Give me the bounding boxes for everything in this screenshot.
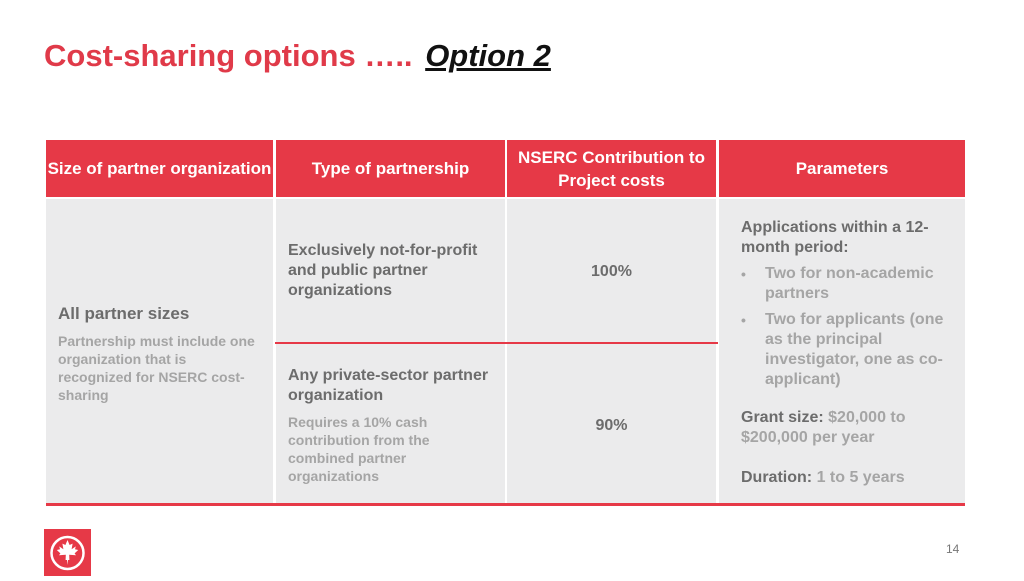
duration <box>741 468 955 488</box>
table-bottom-border <box>46 503 965 506</box>
header-type: Type of partnership <box>276 140 505 197</box>
header-size: Size of partner organization <box>46 140 273 197</box>
duration-label: Duration: <box>741 469 813 486</box>
cost-sharing-table <box>46 140 965 506</box>
title-option: Option 2 <box>425 38 551 73</box>
row-divider <box>275 342 718 344</box>
page-number: 14 <box>946 542 960 556</box>
header-contribution: NSERC Contribution to Project costs <box>507 140 716 197</box>
row2-note: Requires a 10% cash contribution from the combined partner organizations <box>288 414 430 484</box>
page-title <box>44 38 551 74</box>
parameters-block <box>741 218 955 390</box>
list-item: • Two for non-academic partners <box>741 265 934 302</box>
bullet-icon: • <box>741 312 746 328</box>
maple-leaf-icon <box>44 529 91 576</box>
title-main: Cost-sharing options ….. <box>44 38 413 73</box>
grant-label: Grant size: <box>741 409 824 426</box>
list-item: • Two for applicants (one as the principal investigator, one as co-applicant) <box>741 311 944 388</box>
size-heading: All partner sizes <box>58 304 190 323</box>
logo <box>44 529 91 576</box>
parameters-bullets <box>741 264 955 390</box>
row2-type: Any private-sector partner organization <box>288 367 489 404</box>
col-contribution-cell <box>507 199 716 503</box>
size-note: Partnership must include one organization that is recognized for NSERC cost-sharing <box>58 333 255 403</box>
duration-value: 1 to 5 years <box>816 469 905 486</box>
grant-size <box>741 408 941 448</box>
grant-value: $20,000 to $200,000 per year <box>741 409 906 446</box>
bullet-icon: • <box>741 266 746 282</box>
row1-type: Exclusively not-for-profit and public partner organizations <box>288 242 478 299</box>
row2-contribution: 90% <box>595 417 628 434</box>
parameters-intro: Applications within a 12-month period: <box>741 219 929 256</box>
header-parameters: Parameters <box>719 140 965 197</box>
row1-contribution: 100% <box>591 263 632 280</box>
